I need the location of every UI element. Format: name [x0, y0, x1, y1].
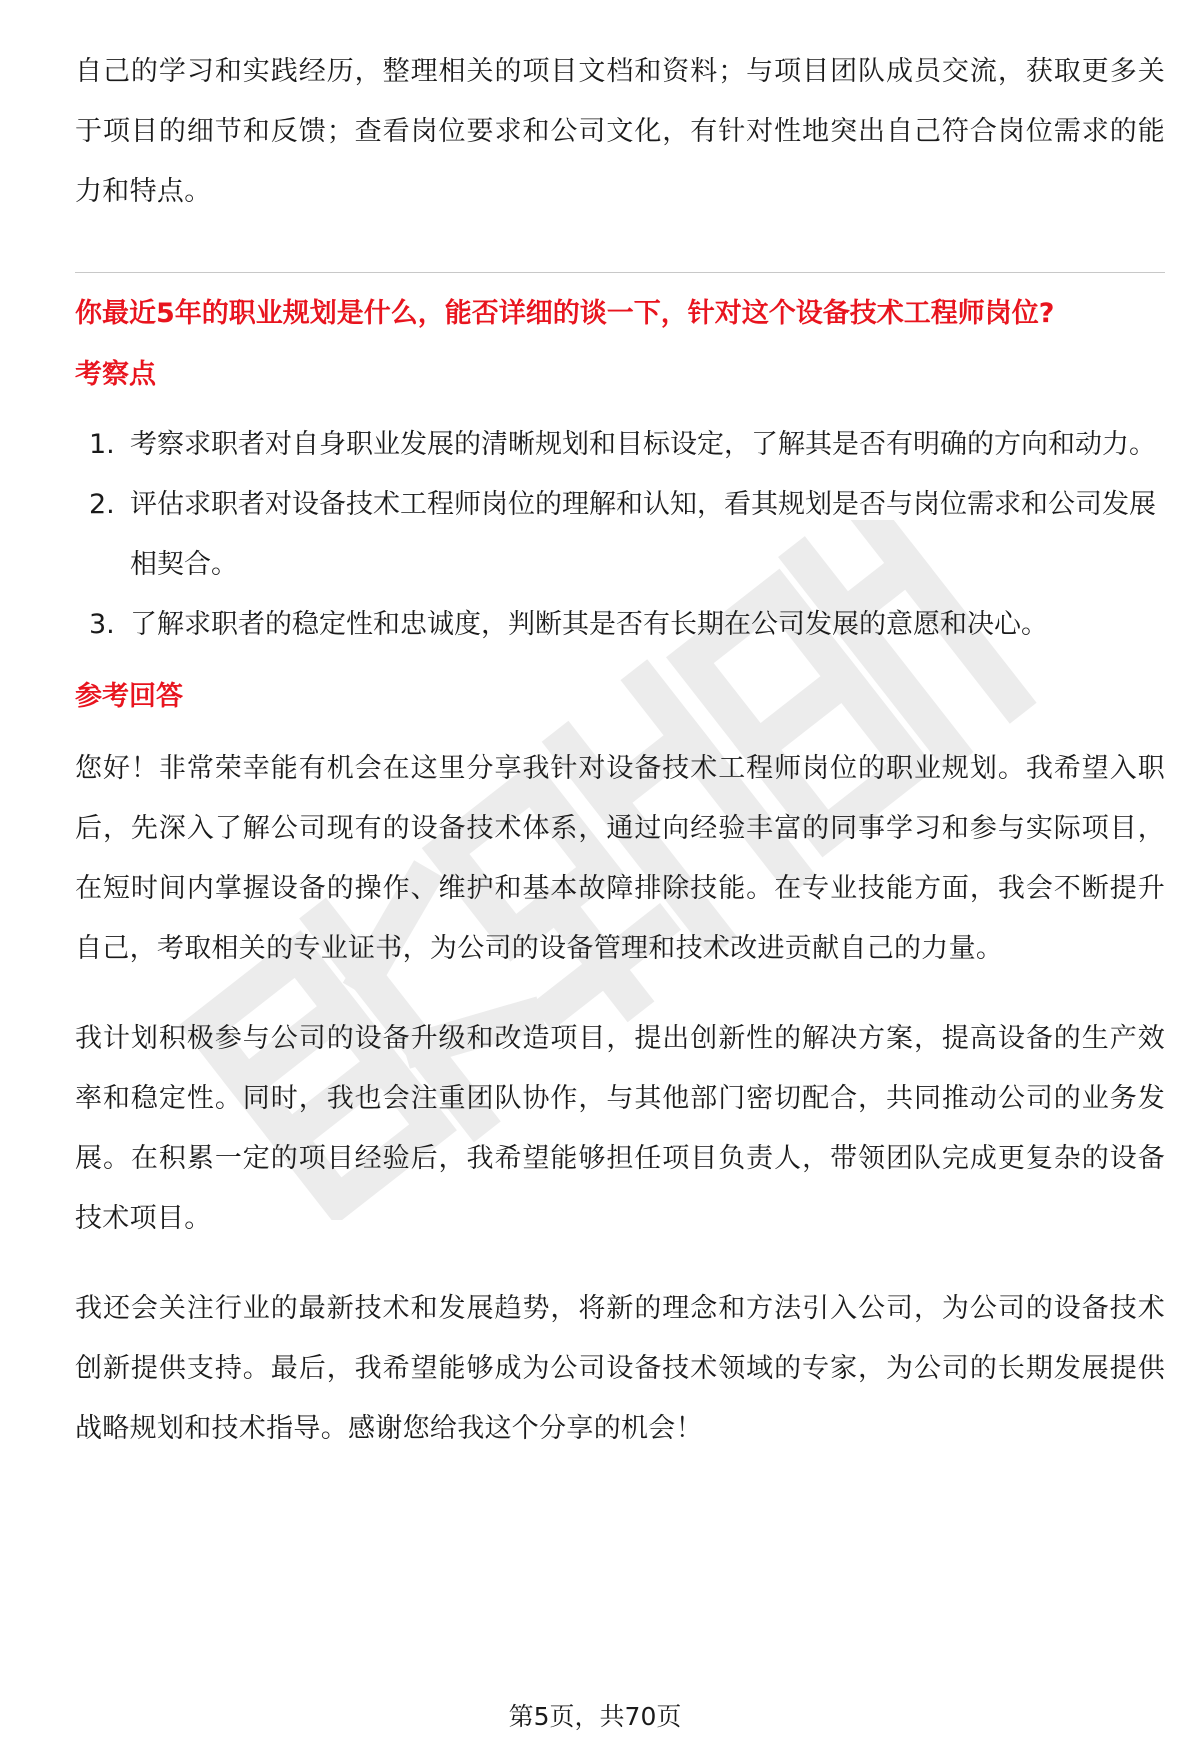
- answer-body: [75, 739, 1165, 1459]
- examination-list: [75, 415, 1165, 655]
- answer-paragraph: 您好！非常荣幸能有机会在这里分享我针对设备技术工程师岗位的职业规划。我希望入职后，先深入了解公司现有的设备技术体系，通过向经验丰富的同事学习和参与实际项目，在短时间内掌握设备的操作、维护和基本故障排除技能。在专业技能方面，我会不断提升自己，考取相关的专业证书，为公司的设备管理和技术改进贡献自己的力量。: [75, 753, 1165, 964]
- question-heading: 你最近5年的职业规划是什么，能否详细的谈一下，针对这个设备技术工程师岗位?: [75, 298, 1055, 329]
- list-item: [75, 595, 1165, 655]
- list-item: [75, 475, 1165, 595]
- intro-paragraph: 自己的学习和实践经历，整理相关的项目文档和资料；与项目团队成员交流，获取更多关于项目的细节和反馈；查看岗位要求和公司文化，有针对性地突出自己符合岗位需求的能力和特点。: [75, 56, 1165, 207]
- document-content: [75, 42, 1165, 1459]
- answer-paragraph: 我计划积极参与公司的设备升级和改造项目，提出创新性的解决方案，提高设备的生产效率和稳定性。同时，我也会注重团队协作，与其他部门密切配合，共同推动公司的业务发展。在积累一定的项目经验后，我希望能够担任项目负责人，带领团队完成更复杂的设备技术项目。: [75, 1023, 1165, 1234]
- answer-paragraph: 我还会关注行业的最新技术和发展趋势，将新的理念和方法引入公司，为公司的设备技术创新提供支持。最后，我希望能够成为公司设备技术领域的专家，为公司的长期发展提供战略规划和技术指导。感谢您给我这个分享的机会！: [75, 1293, 1165, 1444]
- list-item-text: 考察求职者对自身职业发展的清晰规划和目标设定，了解其是否有明确的方向和动力。: [130, 429, 1156, 460]
- page-number-footer: 第5页，共70页: [508, 1702, 682, 1731]
- list-item-number: 3.: [89, 609, 115, 640]
- examination-heading: 考察点: [75, 359, 156, 390]
- answer-heading: 参考回答: [75, 681, 183, 712]
- list-item-number: 1.: [89, 429, 115, 460]
- list-item: [75, 415, 1165, 475]
- list-item-text: 了解求职者的稳定性和忠诚度，判断其是否有长期在公司发展的意愿和决心。: [130, 609, 1048, 640]
- list-item-number: 2.: [89, 489, 115, 520]
- section-divider: [75, 272, 1165, 273]
- list-item-text: 评估求职者对设备技术工程师岗位的理解和认知，看其规划是否与岗位需求和公司发展相契合。: [130, 489, 1156, 580]
